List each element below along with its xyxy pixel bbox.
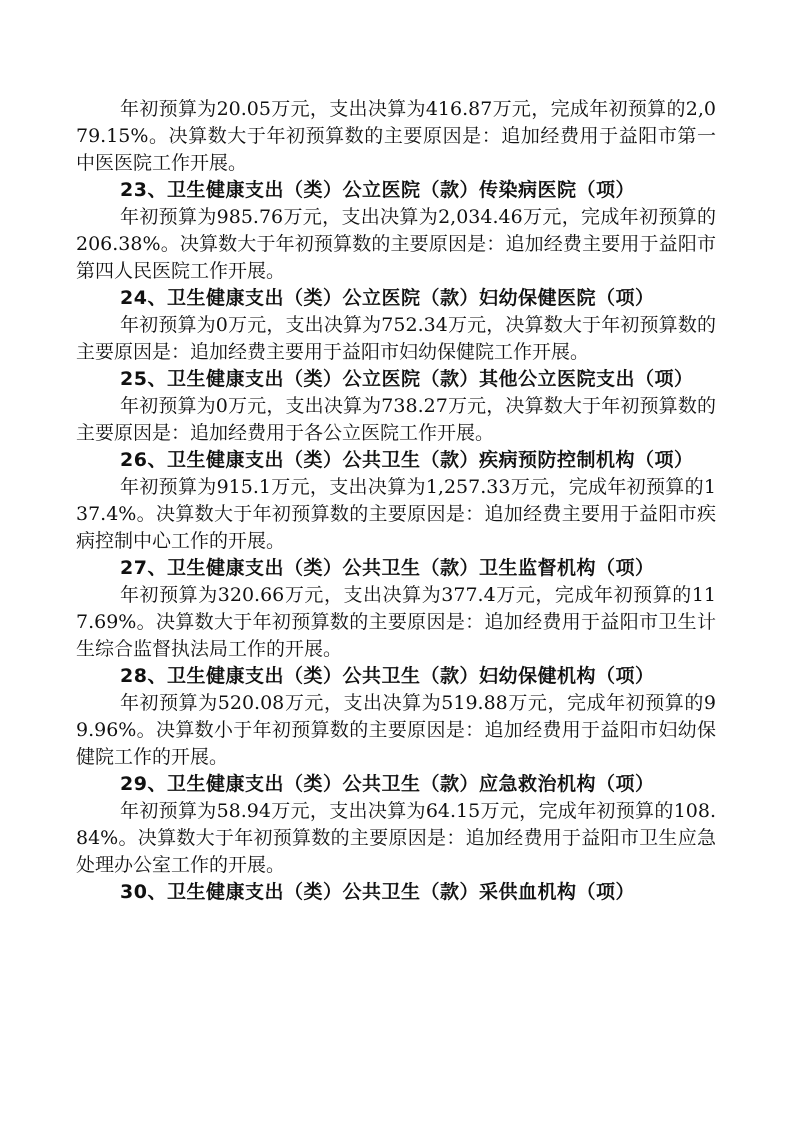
- section-heading: 28、卫生健康支出（类）公共卫生（款）妇幼保健机构（项）: [120, 665, 655, 687]
- section-24: [76, 285, 716, 366]
- section-27: [76, 555, 716, 663]
- section-26: [76, 447, 716, 555]
- section-paragraph: 年初预算为58.94万元，支出决算为64.15万元，完成年初预算的108.84%。决算数大于年初预算数的主要原因是：追加经费用于益阳市卫生应急处理办公室工作的开展。: [76, 800, 716, 876]
- section-28: [76, 663, 716, 771]
- intro-paragraph: 年初预算为20.05万元，支出决算为416.87万元，完成年初预算的2,079.15%。决算数大于年初预算数的主要原因是：追加经费用于益阳市第一中医医院工作开展。: [76, 98, 716, 174]
- section-23: [76, 177, 716, 285]
- section-30: [76, 879, 716, 906]
- section-heading: 25、卫生健康支出（类）公立医院（款）其他公立医院支出（项）: [120, 368, 694, 390]
- section-heading: 24、卫生健康支出（类）公立医院（款）妇幼保健医院（项）: [120, 287, 655, 309]
- section-paragraph: 年初预算为320.66万元，支出决算为377.4万元，完成年初预算的117.69%。决算数大于年初预算数的主要原因是：追加经费用于益阳市卫生计生综合监督执法局工作的开展。: [76, 584, 716, 660]
- section-heading: 23、卫生健康支出（类）公立医院（款）传染病医院（项）: [120, 179, 635, 201]
- section-heading: 29、卫生健康支出（类）公共卫生（款）应急救治机构（项）: [120, 773, 655, 795]
- section-heading: 26、卫生健康支出（类）公共卫生（款）疾病预防控制机构（项）: [120, 449, 694, 471]
- section-heading: 27、卫生健康支出（类）公共卫生（款）卫生监督机构（项）: [120, 557, 655, 579]
- section-heading: 30、卫生健康支出（类）公共卫生（款）采供血机构（项）: [120, 881, 635, 903]
- section-29: [76, 771, 716, 879]
- section-25: [76, 366, 716, 447]
- section-paragraph: 年初预算为915.1万元，支出决算为1,257.33万元，完成年初预算的137.4%。决算数大于年初预算数的主要原因是：追加经费主要用于益阳市疾病控制中心工作的开展。: [76, 476, 716, 552]
- document-page: [76, 96, 716, 906]
- section-paragraph: 年初预算为0万元，支出决算为738.27万元，决算数大于年初预算数的主要原因是：追加经费用于各公立医院工作开展。: [76, 395, 716, 444]
- section-paragraph: 年初预算为0万元，支出决算为752.34万元，决算数大于年初预算数的主要原因是：追加经费主要用于益阳市妇幼保健院工作开展。: [76, 314, 716, 363]
- section-paragraph: 年初预算为520.08万元，支出决算为519.88万元，完成年初预算的99.96%。决算数小于年初预算数的主要原因是：追加经费用于益阳市妇幼保健院工作的开展。: [76, 692, 716, 768]
- section-paragraph: 年初预算为985.76万元，支出决算为2,034.46万元，完成年初预算的206.38%。决算数大于年初预算数的主要原因是：追加经费主要用于益阳市第四人民医院工作开展。: [76, 206, 716, 282]
